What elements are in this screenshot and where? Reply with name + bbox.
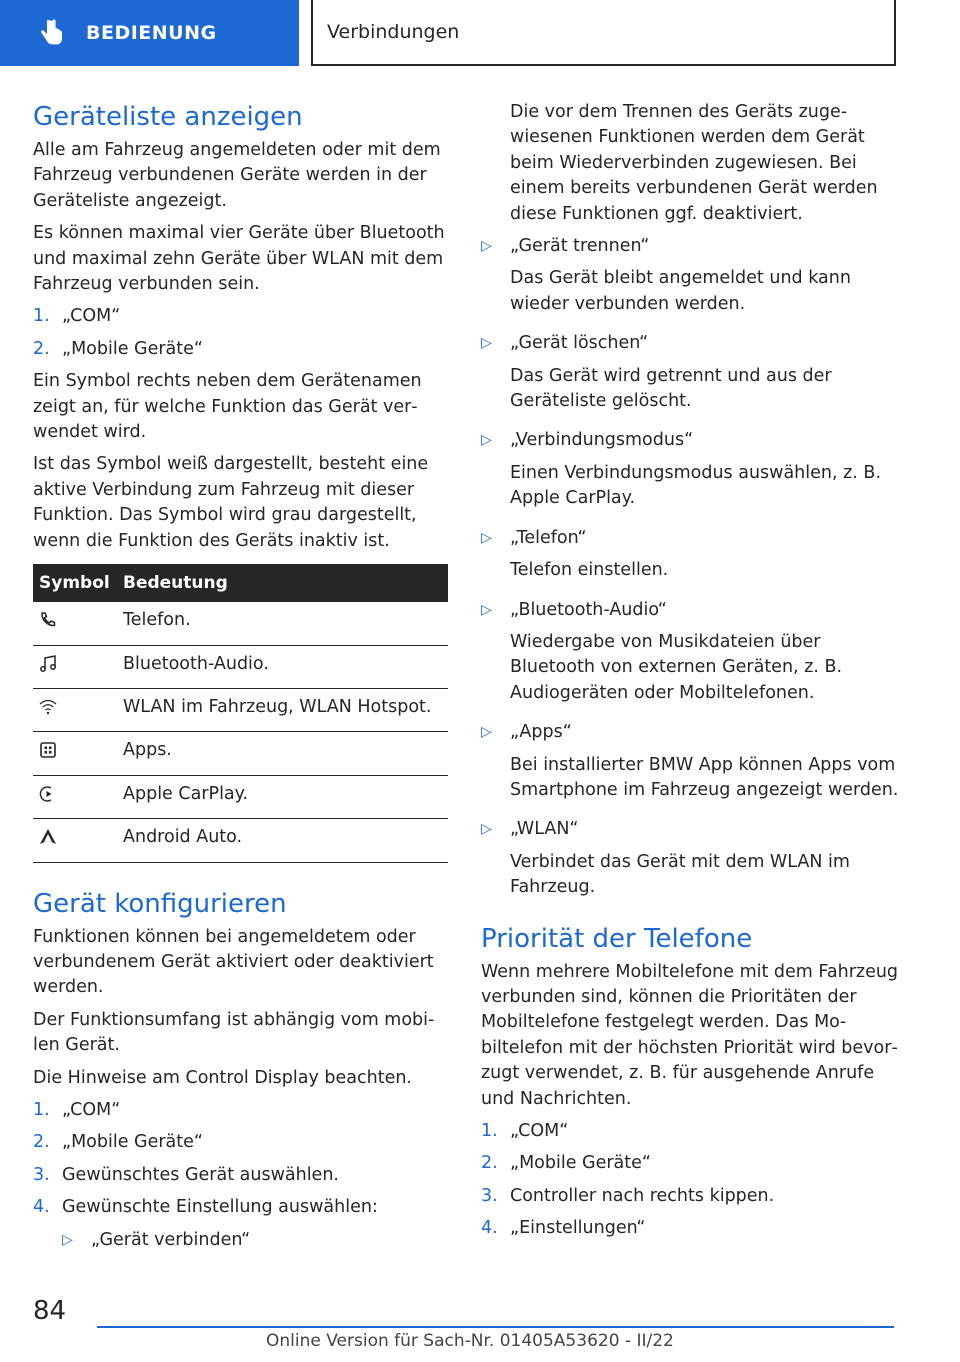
table-cell-meaning: Android Auto. [123, 819, 448, 862]
option-description: Einen Verbindungsmodus auswählen, z. B. Apple CarPlay. [510, 462, 882, 509]
table-cell-icon [33, 645, 123, 688]
option-label: „Verbindungsmodus“ [510, 430, 694, 451]
step-number: 1. [33, 1099, 50, 1120]
paragraph: Die Hinweise am Control Display beachten. [33, 1067, 412, 1088]
triangle-bullet-icon: ▷ [481, 529, 492, 546]
step-text: Gewünschte Einstellung auswählen: [62, 1197, 378, 1218]
left-column [33, 100, 448, 1267]
table-cell-icon [33, 732, 123, 775]
option-label: „WLAN“ [510, 819, 579, 840]
step-number: 1. [481, 1121, 498, 1141]
heading-konfigurieren: Gerät konfigurieren [33, 888, 287, 919]
right-column [481, 100, 901, 1249]
option-description: Telefon einstellen. [510, 560, 669, 581]
option-item [481, 598, 901, 714]
triangle-bullet-icon: ▷ [481, 432, 492, 449]
heading-prioritaet: Priorität der Telefone [481, 923, 753, 954]
phone-icon [39, 611, 57, 629]
paragraph: Alle am Fahrzeug angemeldeten oder mit dem Fahrzeug verbundenen Geräte werden in der Geräteliste angezeigt. [33, 140, 441, 211]
hand-pointer-icon [38, 18, 66, 48]
option-description: Bei installierter BMW App können Apps vom Smartphone im Fahrzeug angezeigt werden. [510, 754, 899, 800]
option-description: Verbindet das Gerät mit dem WLAN im Fahrzeug. [510, 851, 850, 898]
step-item [33, 1195, 448, 1220]
step-text: „COM“ [510, 1121, 569, 1141]
step-number: 3. [33, 1164, 50, 1185]
table-row [33, 732, 448, 775]
step-text: „COM“ [62, 306, 121, 327]
step-number: 2. [33, 1132, 50, 1153]
step-number: 4. [481, 1218, 498, 1239]
page-header [0, 0, 960, 66]
option-item [481, 331, 901, 421]
step-list [33, 304, 448, 362]
step-number: 2. [33, 338, 50, 359]
symbol-table [33, 564, 448, 862]
section-label: BEDIENUNG [86, 22, 217, 44]
table-row [33, 819, 448, 862]
chapter-label: Verbindungen [327, 21, 460, 43]
table-cell-meaning: WLAN im Fahrzeug, WLAN Hotspot. [123, 688, 448, 731]
triangle-bullet-icon: ▷ [62, 1231, 73, 1248]
option-description: Wiedergabe von Musikdateien über Bluetooth von externen Geräten, z. B. Audiogeräten oder Mobiltelefonen. [510, 631, 843, 703]
heading-geraeteliste: Geräteliste anzeigen [33, 102, 303, 132]
android-auto-icon [39, 828, 57, 846]
option-item [62, 1228, 448, 1260]
section-tab [0, 0, 299, 66]
option-description: Die vor dem Trennen des Geräts zugewiesenen Funktionen werden dem Gerät beim Wiederverbinden zugewiesen. Bei einem bereits verbundenen Gerät werden diese Funktionen ggf. deaktiviert. [510, 102, 878, 224]
option-item [481, 817, 901, 907]
step-text: Gewünschtes Gerät auswählen. [62, 1164, 339, 1185]
paragraph: Wenn mehrere Mobiltelefone mit dem Fahrzeug verbunden sind, können die Prioritäten der Mobiltelefone festgelegt werden. Das Mobiltelefon mit der höchsten Priorität wird bevorzugt verwendet, z. B. für ausgehende Anrufe und Nachrichten. [481, 961, 899, 1109]
triangle-bullet-icon: ▷ [481, 335, 492, 352]
step-item [481, 1151, 901, 1176]
step-item [33, 337, 448, 362]
step-text: „COM“ [62, 1099, 121, 1120]
step-text: „Mobile Geräte“ [510, 1153, 651, 1174]
step-item [481, 1184, 901, 1209]
step-item [481, 1119, 901, 1144]
step-text: „Mobile Geräte“ [62, 338, 203, 359]
table-cell-icon [33, 819, 123, 862]
paragraph: Ein Symbol rechts neben dem Gerätenamen zeigt an, für welche Funktion das Gerät verwendet wird. [33, 371, 422, 443]
paragraph: Ist das Symbol weiß dargestellt, besteht eine aktive Verbindung zum Fahrzeug mit dieser Funktion. Das Symbol wird grau dargestellt, wenn die Funktion des Geräts inaktiv ist. [33, 454, 429, 551]
footer-divider [97, 1326, 894, 1328]
table-cell-meaning: Apps. [123, 732, 448, 775]
step-number: 3. [481, 1185, 498, 1206]
footer-note: Online Version für Sach-Nr. 01405A53620 - II/22 [266, 1331, 674, 1351]
option-item [481, 526, 901, 591]
carplay-icon [39, 785, 57, 803]
step-text: „Einstellungen“ [510, 1218, 646, 1239]
option-label: „Gerät verbinden“ [91, 1229, 251, 1250]
option-item [481, 234, 901, 324]
chapter-tab [311, 0, 896, 66]
page-number: 84 [33, 1296, 67, 1326]
option-label: „Gerät trennen“ [510, 236, 650, 257]
option-item [481, 428, 901, 518]
table-cell-icon [33, 688, 123, 731]
step-item [33, 304, 448, 329]
triangle-bullet-icon: ▷ [481, 724, 492, 741]
table-row [33, 688, 448, 731]
wifi-icon [39, 698, 57, 716]
step-item [33, 1163, 448, 1188]
table-cell-meaning: Apple CarPlay. [123, 775, 448, 818]
step-list [33, 1098, 448, 1221]
step-number: 2. [481, 1153, 498, 1174]
option-label: „Bluetooth-Audio“ [510, 599, 667, 620]
table-cell-icon [33, 775, 123, 818]
option-continuation [510, 100, 901, 227]
paragraph: Es können maximal vier Geräte über Bluetooth und maximal zehn Geräte über WLAN mit dem Fahrzeug verbunden sein. [33, 223, 445, 295]
table-row [33, 775, 448, 818]
option-description: Das Gerät bleibt angemeldet und kann wieder verbunden werden. [510, 268, 851, 314]
table-row [33, 602, 448, 645]
table-row [33, 645, 448, 688]
table-header-row [33, 564, 448, 602]
triangle-bullet-icon: ▷ [481, 821, 492, 838]
triangle-bullet-icon: ▷ [481, 601, 492, 618]
music-note-icon [39, 655, 57, 673]
table-cell-icon [33, 602, 123, 645]
step-item [33, 1098, 448, 1123]
step-text: „Mobile Geräte“ [62, 1132, 203, 1153]
paragraph: Der Funktionsumfang ist abhängig vom mobilen Gerät. [33, 1009, 435, 1056]
step-item [481, 1216, 901, 1241]
triangle-bullet-icon: ▷ [481, 238, 492, 255]
option-label: „Telefon“ [510, 527, 587, 548]
table-cell-meaning: Bluetooth-Audio. [123, 645, 448, 688]
apps-icon [39, 741, 57, 759]
option-label: „Apps“ [510, 722, 572, 743]
option-label: „Gerät löschen“ [510, 333, 649, 354]
step-text: Controller nach rechts kippen. [510, 1185, 775, 1206]
step-number: 4. [33, 1197, 50, 1218]
option-description: Das Gerät wird getrennt und aus der Geräteliste gelöscht. [510, 365, 832, 412]
table-cell-meaning: Telefon. [123, 602, 448, 645]
table-header-symbol: Symbol [33, 564, 123, 602]
option-item [481, 720, 901, 810]
step-item [33, 1130, 448, 1155]
step-number: 1. [33, 306, 50, 327]
table-header-meaning: Bedeutung [123, 564, 448, 602]
step-list [481, 1119, 901, 1242]
paragraph: Funktionen können bei angemeldetem oder verbundenem Gerät aktiviert oder deaktiviert werden. [33, 926, 434, 998]
